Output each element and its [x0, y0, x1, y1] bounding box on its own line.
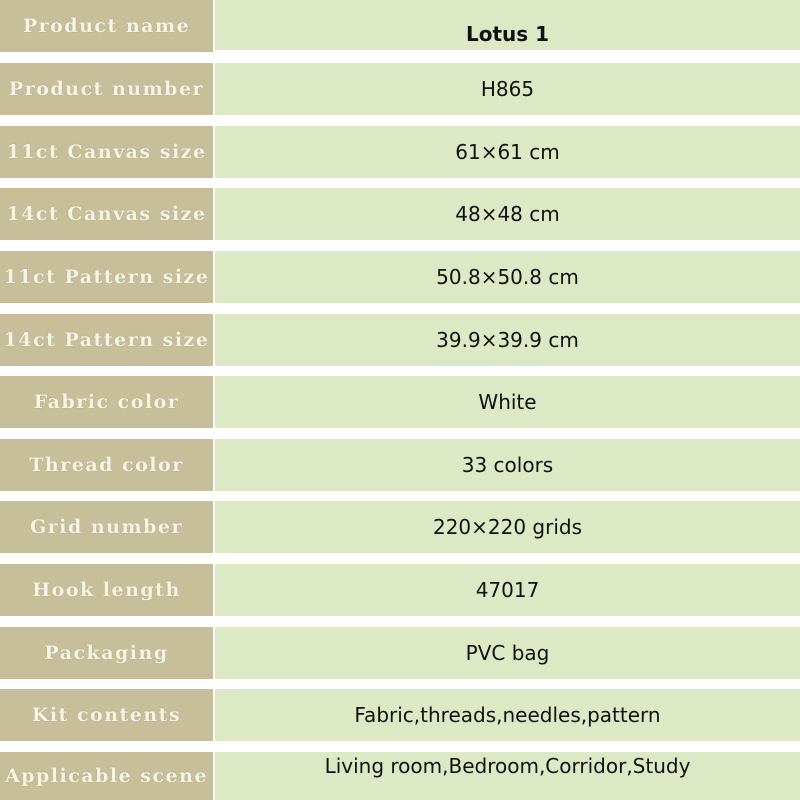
row-label: 14ct Canvas size	[6, 203, 207, 225]
label-cell	[0, 376, 213, 428]
label-cell	[0, 689, 213, 741]
row-14ct-canvas-size	[0, 188, 800, 240]
label-cell	[0, 564, 213, 616]
row-value: Living room,Bedroom,Corridor,Study	[324, 754, 691, 778]
row-label: Hook length	[32, 579, 181, 601]
value-cell	[215, 439, 800, 491]
row-value: Lotus 1	[465, 22, 550, 46]
label-cell	[0, 439, 213, 491]
row-value: 61×61 cm	[455, 140, 560, 164]
label-cell	[0, 627, 213, 679]
row-label: Product name	[22, 15, 191, 37]
value-cell	[215, 126, 800, 178]
value-cell	[215, 188, 800, 240]
label-cell	[0, 63, 213, 115]
label-cell	[0, 0, 213, 52]
row-label: Thread color	[29, 454, 184, 476]
row-value: 220×220 grids	[432, 515, 583, 539]
row-label: Packaging	[44, 642, 169, 664]
value-cell	[215, 689, 800, 741]
row-label: Product number	[8, 78, 205, 100]
value-cell	[215, 376, 800, 428]
row-value: 33 colors	[461, 453, 554, 477]
row-kit-contents	[0, 689, 800, 741]
value-cell	[215, 752, 800, 800]
row-value: 48×48 cm	[455, 202, 560, 226]
row-thread-color	[0, 439, 800, 491]
row-value: 39.9×39.9 cm	[436, 328, 579, 352]
row-label: 11ct Canvas size	[6, 141, 207, 163]
row-value: White	[478, 390, 537, 414]
label-cell	[0, 251, 213, 303]
row-value: PVC bag	[465, 641, 550, 665]
label-cell	[0, 752, 213, 800]
row-label: Applicable scene	[4, 765, 209, 787]
row-fabric-color	[0, 376, 800, 428]
row-label: Fabric color	[33, 391, 180, 413]
row-grid-number	[0, 501, 800, 553]
value-cell	[215, 627, 800, 679]
value-cell	[215, 251, 800, 303]
row-11ct-canvas-size	[0, 126, 800, 178]
row-value: 50.8×50.8 cm	[436, 265, 579, 289]
row-hook-length	[0, 564, 800, 616]
row-applicable-scene	[0, 752, 800, 800]
row-product-name	[0, 0, 800, 52]
row-label: Kit contents	[31, 704, 182, 726]
label-cell	[0, 314, 213, 366]
value-cell	[215, 314, 800, 366]
value-cell	[215, 63, 800, 115]
value-cell	[215, 501, 800, 553]
row-value: H865	[480, 77, 535, 101]
row-packaging	[0, 627, 800, 679]
row-label: Grid number	[30, 516, 183, 538]
value-cell	[215, 0, 800, 50]
value-cell	[215, 564, 800, 616]
row-label: 14ct Pattern size	[3, 329, 210, 351]
row-11ct-pattern-size	[0, 251, 800, 303]
label-cell	[0, 188, 213, 240]
label-cell	[0, 126, 213, 178]
row-value: 47017	[475, 578, 540, 602]
row-label: 11ct Pattern size	[3, 266, 210, 288]
row-value: Fabric,threads,needles,pattern	[354, 703, 661, 727]
label-cell	[0, 501, 213, 553]
row-14ct-pattern-size	[0, 314, 800, 366]
row-product-number	[0, 63, 800, 115]
